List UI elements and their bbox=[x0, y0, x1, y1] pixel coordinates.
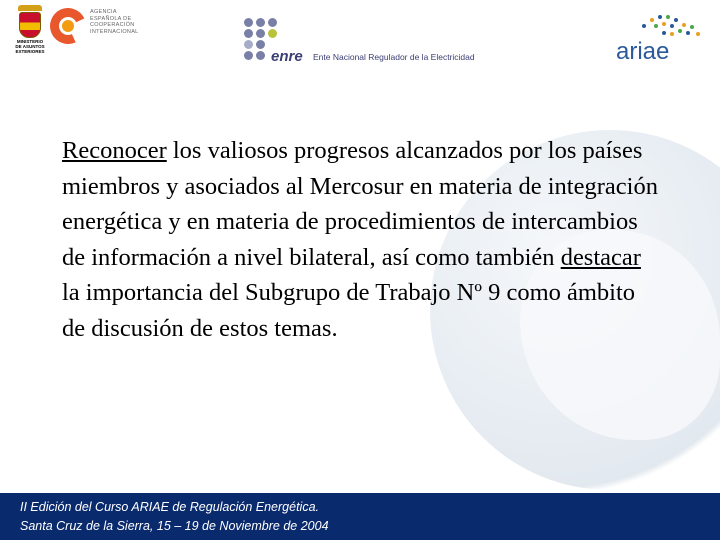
footer-location-date: Santa Cruz de la Sierra, 15 – 19 de Noviembre de 2004 bbox=[20, 519, 329, 533]
enre-full-name: Ente Nacional Regulador de la Electricidad bbox=[313, 52, 475, 62]
aeci-label-line: AGENCIA bbox=[90, 9, 117, 15]
aeci-logo bbox=[50, 5, 160, 51]
aeci-dot-icon bbox=[62, 20, 74, 32]
text-segment: los valiosos progresos alcanzados por los países miembros y asociados al Mercosur en materia de integración energética y en materia de procedimientos de intercambios de información a nivel bilateral, así como también bbox=[62, 137, 658, 271]
aeci-label bbox=[90, 9, 160, 35]
main-paragraph bbox=[62, 133, 662, 346]
ministry-label: MINISTERIO DE ASUNTOS EXTERIORES bbox=[15, 39, 45, 54]
enre-logo bbox=[240, 18, 490, 64]
aeci-label-line: ESPAÑOLA DE bbox=[90, 15, 132, 22]
text-segment: la importancia del Subgrupo de Trabajo Nº 9 como ámbito de discusión de estos temas. bbox=[62, 279, 636, 342]
text-segment-underlined: Reconocer bbox=[62, 137, 167, 164]
enre-wordmark: enre bbox=[271, 48, 303, 65]
aeci-label-line: INTERNACIONAL bbox=[90, 28, 139, 35]
ariae-logo bbox=[612, 12, 712, 67]
crown-icon bbox=[18, 5, 42, 11]
ariae-wordmark: ariae bbox=[616, 38, 670, 65]
text-segment-underlined: destacar bbox=[560, 243, 641, 271]
footer-course-title: II Edición del Curso ARIAE de Regulación Energética. bbox=[20, 500, 320, 514]
aeci-label-line: COOPERACIÓN bbox=[90, 22, 135, 28]
footer-bar bbox=[0, 493, 720, 540]
spain-ministry-logo bbox=[10, 5, 50, 54]
spain-coat-of-arms-icon bbox=[19, 12, 41, 38]
